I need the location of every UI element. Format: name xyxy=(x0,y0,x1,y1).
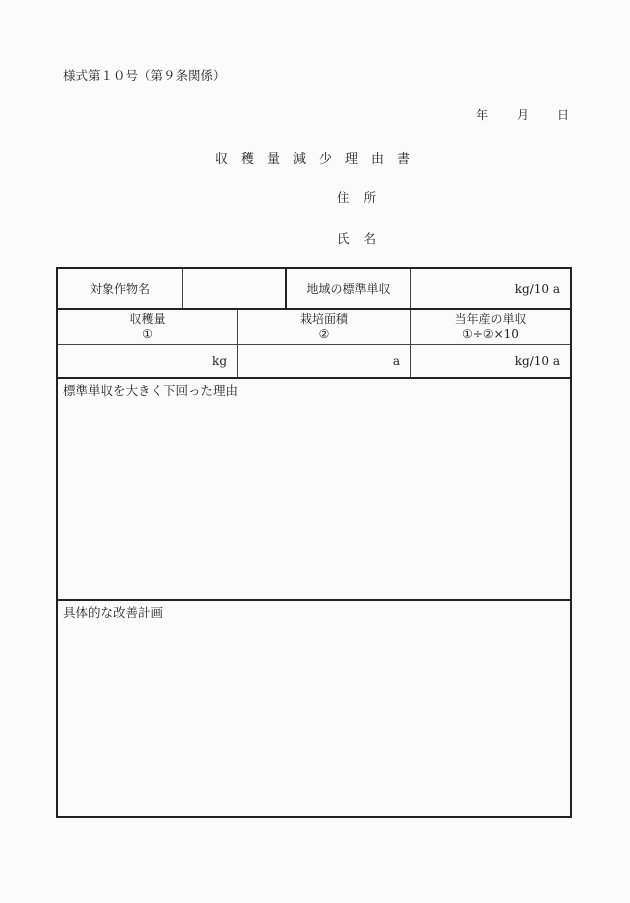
crop-name-input[interactable] xyxy=(183,269,287,308)
document-title: 収穫量減少理由書 xyxy=(215,152,424,167)
harvest-unit: kg xyxy=(212,354,227,368)
table-row-headers xyxy=(58,310,570,345)
harvest-header xyxy=(58,310,238,344)
crop-name-label: 対象作物名 xyxy=(58,269,183,308)
plan-input[interactable] xyxy=(62,621,566,812)
plan-section xyxy=(58,601,570,816)
reason-section-title: 標準単収を大きく下回った理由 xyxy=(63,383,239,398)
standard-yield-unit: kg/10 a xyxy=(514,281,560,296)
current-yield-label: 当年産の単収 xyxy=(454,312,527,326)
area-mark: ② xyxy=(318,327,330,341)
current-yield-input[interactable] xyxy=(411,345,570,377)
area-input[interactable] xyxy=(238,345,411,377)
area-header xyxy=(238,310,411,344)
table-row-crop xyxy=(58,269,570,310)
current-yield-header xyxy=(411,310,570,344)
area-unit: a xyxy=(392,354,400,368)
plan-section-title: 具体的な改善計画 xyxy=(63,605,164,620)
date-month-label: 月 xyxy=(517,108,530,122)
standard-yield-input[interactable] xyxy=(411,269,570,308)
reason-input[interactable] xyxy=(62,399,566,595)
standard-yield-label: 地域の標準単収 xyxy=(287,269,411,308)
date-year-label: 年 xyxy=(476,108,489,122)
harvest-label: 収穫量 xyxy=(129,312,166,326)
reason-section xyxy=(58,379,570,601)
address-label: 住所 xyxy=(337,190,391,205)
table-row-values xyxy=(58,345,570,379)
date-day-label: 日 xyxy=(557,108,570,122)
area-label: 栽培面積 xyxy=(299,312,348,326)
current-yield-unit: kg/10 a xyxy=(514,354,560,368)
yield-reduction-table xyxy=(56,267,572,818)
harvest-mark: ① xyxy=(142,327,153,341)
form-number: 様式第１０号（第９条関係） xyxy=(63,68,226,83)
current-yield-formula: ①÷②×10 xyxy=(462,327,519,341)
harvest-input[interactable] xyxy=(58,345,238,377)
name-label: 氏名 xyxy=(337,231,391,246)
